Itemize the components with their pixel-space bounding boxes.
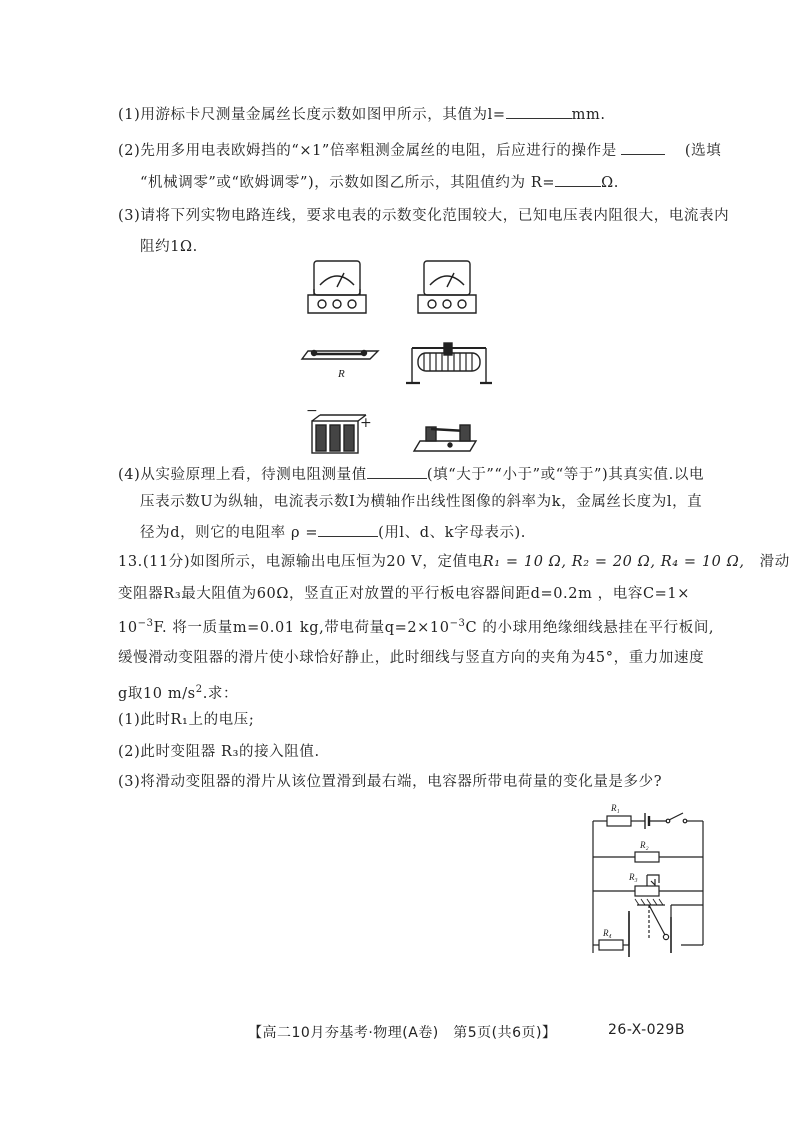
- answer-blank-length[interactable]: [506, 104, 572, 119]
- r3-label: R₃: [629, 872, 638, 882]
- answer-blank-resistance[interactable]: [555, 172, 601, 187]
- r2-label: R₂: [640, 840, 649, 850]
- pendulum-thread: [649, 905, 665, 935]
- q12-part2-line1: (2)先用多用电表欧姆挡的“×1”倍率粗测金属丝的电阻，后应进行的操作是 (选填: [118, 140, 721, 161]
- footer-exam-info: 【高二10月夯基考·物理(A卷) 第5页(共6页)】: [248, 1025, 557, 1041]
- r1-resistor: [607, 816, 631, 826]
- battery-plus-label: +: [360, 415, 372, 431]
- q13-line2: 变阻器R₃最大阻值为60Ω，竖直正对放置的平行板电容器间距d=0.2m ，电容C=1×: [118, 586, 690, 602]
- r2-resistor: [635, 852, 659, 862]
- answer-blank-resistivity[interactable]: [318, 522, 378, 537]
- r3-rheostat: [635, 886, 659, 896]
- knife-switch-icon: [414, 425, 476, 451]
- r1-label: R₁: [611, 803, 620, 813]
- q12-part4-line1: (4)从实验原理上看，待测电阻测量值 (填“大于”“小于”或“等于”)其真实值.以电: [118, 464, 704, 485]
- battery-minus-label: −: [306, 403, 318, 419]
- r4-label: R₄: [603, 928, 612, 938]
- switch-symbol: [669, 813, 683, 820]
- q12-part3-line1: (3)请将下列实物电路连线，要求电表的示数变化范围较大，已知电压表内阻很大，电流表内: [118, 208, 730, 224]
- apparatus-figure: [300, 255, 500, 455]
- resistor-board-icon: [302, 351, 378, 360]
- q13-line3: $10^{-3}F$. 将一质量m=0.01 kg,带电荷量$q=2\times 10^{-3}C$ 的小球用绝缘细线悬挂在平行板间,: [118, 618, 715, 636]
- q12-part4-line2: 压表示数U为纵轴，电流表示数I为横轴作出线性图像的斜率为k，金属丝长度为l，直: [140, 494, 703, 510]
- q13-line1: 13.(11分)如图所示，电源输出电压恒为20 V，定值电R₁ = 10 Ω, R₂ = 20 Ω, R₄ = 10 Ω, 滑动: [118, 554, 790, 570]
- answer-blank-comparison[interactable]: [367, 464, 427, 479]
- rheostat-icon: [406, 343, 492, 383]
- q12-part3-line2: 阻约1Ω.: [140, 239, 198, 255]
- q13-sub2: (2)此时变阻器 R₃的接入阻值.: [118, 744, 320, 760]
- charged-ball: [663, 934, 668, 939]
- circuit-diagram: [585, 795, 715, 965]
- q13-sub3: (3)将滑动变阻器的滑片从该位置滑到最右端，电容器所带电荷量的变化量是多少?: [118, 774, 663, 790]
- q12-part2-line2: “机械调零”或“欧姆调零”)，示数如图乙所示，其阻值约为 R= Ω.: [140, 172, 619, 193]
- resistor-label: R: [338, 368, 345, 380]
- q13-line4: 缓慢滑动变阻器的滑片使小球恰好静止，此时细线与竖直方向的夹角为45°，重力加速度: [118, 650, 705, 666]
- battery-icon: [312, 415, 366, 453]
- answer-blank-operation[interactable]: [621, 140, 665, 155]
- footer-code: 26-X-029B: [608, 1022, 685, 1038]
- q12-part1: (1)用游标卡尺测量金属丝长度示数如图甲所示，其值为l= mm.: [118, 104, 606, 125]
- q13-sub1: (1)此时R₁上的电压;: [118, 712, 255, 728]
- q13-line5: g取10 $m/s^2$.求：: [118, 684, 239, 702]
- r4-resistor: [599, 940, 623, 950]
- ammeter-icon: [418, 261, 476, 313]
- voltmeter-icon: [308, 261, 366, 313]
- q12-part4-line3: 径为d，则它的电阻率 ρ = (用l、d、k字母表示).: [140, 522, 526, 543]
